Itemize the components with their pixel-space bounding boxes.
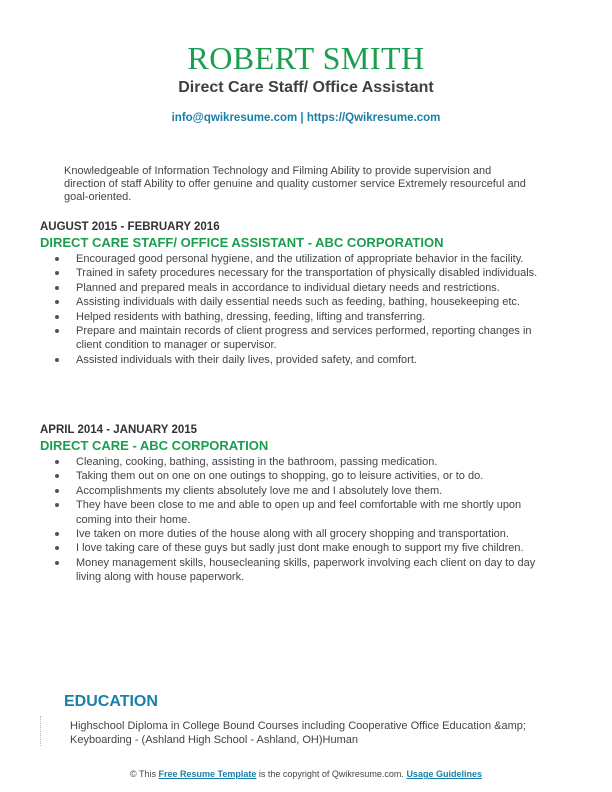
job-position: DIRECT CARE STAFF/ OFFICE ASSISTANT - ABC CORPORATION — [40, 235, 444, 250]
job-bullets — [40, 252, 540, 367]
usage-guidelines-link[interactable]: Usage Guidelines — [406, 769, 482, 779]
list-item: Prepare and maintain records of client progress and services performed, reporting changes in client condition to manager or supervisor. — [40, 324, 546, 353]
job-position: DIRECT CARE - ABC CORPORATION — [40, 438, 269, 453]
list-item: Trained in safety procedures necessary for the transportation of physically disabled individuals. — [40, 266, 546, 280]
list-item: Taking them out on one on one outings to shopping, go to leisure activities, or to do. — [40, 469, 546, 483]
education-text: Highschool Diploma in College Bound Courses including Cooperative Office Education &amp; Keyboarding - (Ashland High School - Ashland, OH)Human — [70, 720, 526, 746]
footer-prefix: This — [136, 769, 159, 779]
copyright-icon: © — [130, 769, 137, 779]
list-item: Ive taken on more duties of the house along with all grocery shopping and transportation. — [40, 527, 546, 541]
job-dates: APRIL 2014 - JANUARY 2015 — [40, 424, 198, 436]
job-dates: AUGUST 2015 - FEBRUARY 2016 — [40, 221, 220, 233]
list-item: Assisted individuals with their daily lives, provided safety, and comfort. — [40, 353, 546, 367]
education-divider — [40, 716, 42, 746]
list-item: Cleaning, cooking, bathing, assisting in the bathroom, passing medication. — [40, 455, 546, 469]
free-resume-template-link[interactable]: Free Resume Template — [158, 769, 257, 779]
list-item: Planned and prepared meals in accordance to individual dietary needs and restrictions. — [40, 281, 546, 295]
summary-paragraph: Knowledgeable of Information Technology and Filming Ability to provide supervision and direction of staff Ability to offer genuine and quality customer service Extremely resourceful and goal-oriented. — [64, 165, 526, 203]
website-link[interactable]: https://Qwikresume.com — [306, 112, 441, 124]
job-title-heading: Direct Care Staff/ Office Assistant — [178, 79, 434, 96]
list-item: Accomplishments my clients absolutely love me and I absolutely love them. — [40, 484, 546, 498]
footer-middle: is the copyright of Qwikresume.com. — [256, 769, 407, 779]
contact-line — [0, 111, 612, 125]
job-bullets — [40, 455, 540, 585]
list-item: Money management skills, housecleaning skills, paperwork involving each client on day to day living along with house paperwork. — [40, 556, 546, 585]
list-item: Helped residents with bathing, dressing, feeding, lifting and transferring. — [40, 310, 546, 324]
footer — [0, 768, 612, 780]
list-item: Assisting individuals with daily essential needs such as feeding, bathing, housekeeping etc. — [40, 295, 546, 309]
candidate-name: ROBERT SMITH — [187, 40, 425, 76]
contact-separator: | — [297, 112, 307, 124]
email-link[interactable]: info@qwikresume.com — [171, 112, 298, 124]
list-item: Encouraged good personal hygiene, and the utilization of appropriate behavior in the facility. — [40, 252, 546, 266]
education-heading: EDUCATION — [64, 693, 158, 710]
list-item: I love taking care of these guys but sadly just dont make enough to support my five children. — [40, 541, 546, 555]
job-entry-2 — [40, 424, 540, 585]
job-entry-1 — [40, 221, 540, 367]
list-item: They have been close to me and able to open up and feel comfortable with me shortly upon coming into their home. — [40, 498, 546, 527]
